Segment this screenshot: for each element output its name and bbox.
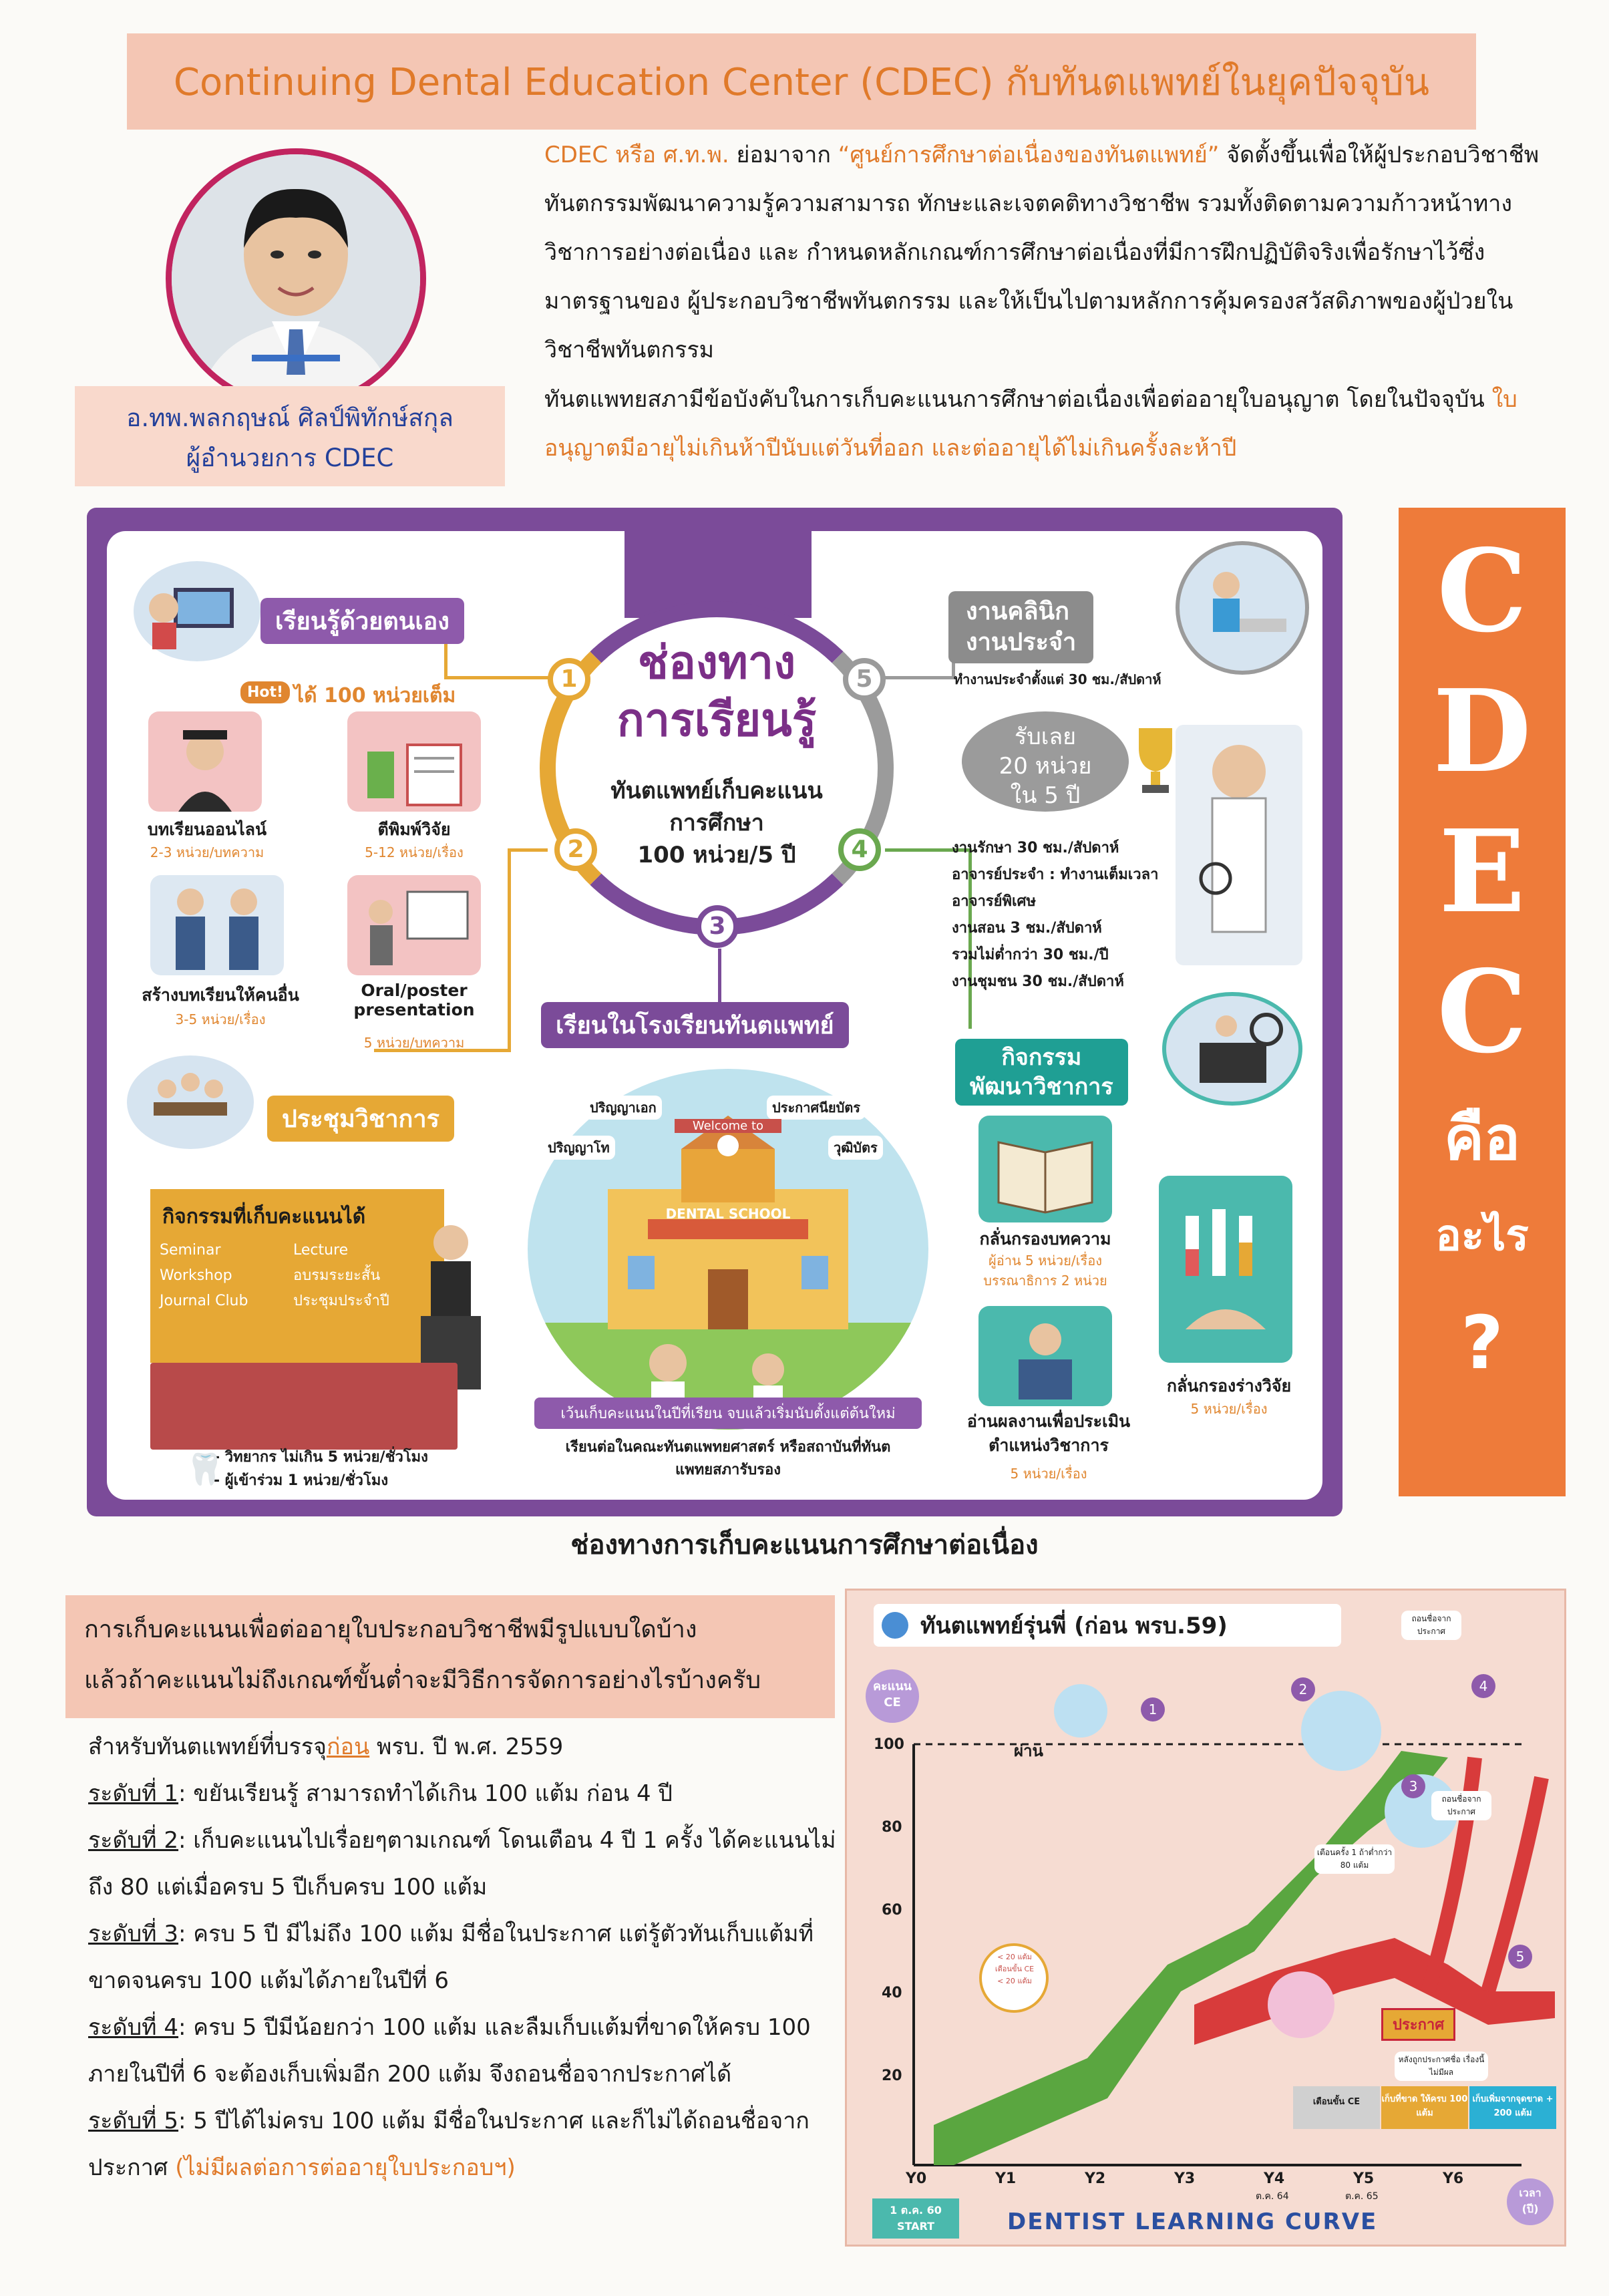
- y-tick: 20: [882, 2068, 902, 2084]
- y-axis-label-1: คะแนน: [873, 1679, 912, 1693]
- time-label-1: เวลา: [1519, 2186, 1542, 2199]
- self-learning-label: เรียนรู้ด้วยตนเอง: [260, 598, 464, 644]
- dentist-clinic-illustration: [1176, 541, 1309, 675]
- clinic-list-item: งานรักษา 30 ชม./สัปดาห์: [952, 840, 1119, 856]
- online-lesson-points: 2-3 หน่วย/บทความ: [150, 844, 264, 860]
- clinic-list-item: งานชุมชน 30 ชม./สัปดาห์: [952, 973, 1124, 990]
- hub-sub-1: ทันตแพทย์เก็บคะแนน: [610, 778, 823, 804]
- curve-footer: DENTIST LEARNING CURVE: [1007, 2208, 1378, 2235]
- online-lesson-title: บทเรียนออนไลน์: [147, 820, 267, 839]
- degree-tag-diploma: วุฒิบัตร: [828, 1136, 883, 1160]
- intro-lead: CDEC หรือ ศ.ท.พ.: [544, 142, 729, 168]
- page-title-box: [127, 33, 1476, 130]
- publish-research-title: ตีพิมพ์วิจัย: [377, 820, 451, 839]
- note-bubble-3: ถอนชื่อจากประกาศ: [1431, 1791, 1491, 1820]
- review-article-tile: [978, 1116, 1112, 1222]
- create-lesson-tile: [150, 875, 284, 975]
- rocket-cloud: [1054, 1684, 1107, 1738]
- graduate-icon: [148, 711, 262, 812]
- flask-book-icon: [347, 711, 481, 812]
- review-proposal-tile: [1159, 1176, 1292, 1363]
- clinic-bubble-3: ใน 5 ปี: [1010, 782, 1081, 809]
- level-item: [88, 2098, 843, 2191]
- channel-number-4: 4: [838, 828, 881, 871]
- balloon-notes: [987, 1951, 1042, 1987]
- meeting-illustration: [127, 1055, 254, 1149]
- meeting-item: Seminar: [160, 1242, 221, 1259]
- levels-intro: [88, 1724, 843, 1770]
- person-illustration: [172, 154, 420, 403]
- cdec-letter: C: [1437, 524, 1528, 658]
- intro-quote: “ศูนย์การศึกษาต่อเนื่องของทันตแพทย์”: [838, 142, 1220, 168]
- meeting-item: Workshop: [160, 1267, 232, 1284]
- activity-label-1: กิจกรรม: [1001, 1044, 1082, 1071]
- meeting-col-2: [284, 1238, 389, 1314]
- presenter-icon: [347, 875, 481, 975]
- review-article-sub-1: ผู้อ่าน 5 หน่วย/เรื่อง: [989, 1253, 1102, 1269]
- activity-label-2: พัฒนาวิชาการ: [970, 1074, 1113, 1100]
- dental-chair-icon: [1180, 545, 1305, 671]
- curve-badge-5: 5: [1508, 1945, 1532, 1969]
- dentist-illustration: [1176, 725, 1302, 965]
- y-tick: 80: [882, 1819, 902, 1836]
- review-article-sub-2: บรรณาธิการ 2 หน่วย: [983, 1273, 1107, 1289]
- channel-number-2: 2: [554, 828, 597, 871]
- online-lesson-tile: [148, 711, 262, 812]
- meeting-activity-box: [150, 1189, 444, 1363]
- connector-2b: [508, 848, 511, 1049]
- levels-intro-a: สำหรับทันตแพทย์ที่บรรจุ: [88, 1734, 327, 1760]
- meeting-item: อบรมระยะสั้น: [293, 1267, 381, 1284]
- school-note: เว้นเก็บคะแนนในปีที่เรียน จบแล้วเริ่มนับตั้งแต่ต้นใหม่: [534, 1398, 922, 1429]
- tooth-icon: 🦷: [186, 1451, 224, 1487]
- meeting-icon: [127, 1055, 254, 1149]
- handshake-icon: [150, 875, 284, 975]
- author-role: ผู้อำนวยการ CDEC: [186, 444, 394, 472]
- academic-review-tile: [978, 1306, 1112, 1406]
- intro-mid: ย่อมาจาก: [729, 142, 838, 168]
- create-lesson-points: 3-5 หน่วย/เรื่อง: [175, 1011, 266, 1027]
- clinic-list-item: อาจารย์ประจำ : ทำงานเต็มเวลา: [952, 866, 1159, 883]
- degree-tag-master: ปริญญาโท: [542, 1136, 615, 1160]
- meeting-note-speaker: - วิทยากร ไม่เกิน 5 หน่วย/ชั่วโมง: [214, 1449, 428, 1466]
- legend-warn: เตือนขั้น CE: [1293, 2086, 1380, 2129]
- levels-intro-before: ก่อน: [326, 1734, 370, 1760]
- intro-p2: ทันตแพทยสภามีข้อบังคับในการเก็บคะแนนการศึกษาต่อเนื่องเพื่อต่ออายุใบอนุญาต โดยในปัจจุบัน: [544, 386, 1492, 413]
- y-tick: 60: [882, 1902, 902, 1919]
- meeting-col-1: [150, 1238, 284, 1314]
- legend-extra: เก็บเพิ่มจากจุดขาด + 200 แต้ม: [1469, 2086, 1556, 2129]
- clinic-list: [952, 835, 1158, 995]
- level-text: : เก็บคะแนนไปเรื่อยๆตามเกณฑ์ โดนเตือน 4 ปี 1 ครั้ง ได้คะแนนไม่ถึง 80 แต่เมื่อครบ 5 ปีเก็บครบ 100 แต้ม: [88, 1827, 836, 1901]
- learning-curve-figure: [845, 1589, 1566, 2247]
- activity-illustration: [1162, 992, 1302, 1106]
- clinic-list-item: รวมไม่ต่ำกว่า 30 ชม./ปี: [952, 947, 1109, 963]
- computer-icon: [134, 561, 260, 661]
- x-sub-4: ต.ค. 64: [1256, 2191, 1289, 2202]
- hub-sub-2: การศึกษา: [669, 810, 764, 836]
- balloon-note: < 20 แต้ม: [997, 1977, 1032, 1985]
- question-line-2: แล้วถ้าคะแนนไม่ถึงเกณฑ์ขั้นต่ำจะมีวิธีการจัดการอย่างไรบ้างครับ: [84, 1667, 761, 1694]
- announce-label: ประกาศ: [1381, 2008, 1455, 2041]
- meeting-item: Lecture: [293, 1242, 349, 1259]
- presentation-title: Oral/poster presentation: [353, 981, 475, 1019]
- note-bubble-4: ถอนชื่อจากประกาศ: [1401, 1611, 1461, 1640]
- meeting-note-attendee: - ผู้เข้าร่วม 1 หน่วย/ชั่วโมง: [214, 1472, 389, 1489]
- reader-icon: [978, 1306, 1112, 1406]
- review-proposal-points: 5 หน่วย/เรื่อง: [1190, 1401, 1268, 1417]
- x-tick: Y5: [1353, 2170, 1375, 2187]
- clinic-label: [948, 591, 1093, 663]
- meeting-item: Journal Club: [160, 1293, 248, 1309]
- curve-title: ทันตแพทย์รุ่นพี่ (ก่อน พรบ.59): [920, 1613, 1228, 1639]
- meeting-item: ประชุมประจำปี: [293, 1293, 389, 1309]
- hub-title-1: ช่องทาง: [637, 637, 796, 689]
- level-key: ระดับที่ 1: [88, 1780, 179, 1807]
- clinic-label-2: งานประจำ: [966, 629, 1077, 656]
- level-5-highlight: (ไม่มีผลต่อการต่ออายุใบประกอบฯ): [175, 2154, 516, 2181]
- clinic-sub: ทำงานประจำตั้งแต่ 30 ชม./สัปดาห์: [954, 671, 1161, 687]
- cloud-pink: [1268, 1971, 1334, 2038]
- level-item: [88, 1817, 843, 1911]
- review-article-points: [948, 1251, 1142, 1291]
- self-learning-illustration: [134, 561, 260, 661]
- curve-badge-4: 4: [1471, 1674, 1495, 1698]
- curve-badge-3: 3: [1401, 1774, 1425, 1798]
- school-note-2: เรียนต่อในคณะทันตแพทยศาสตร์ หรือสถาบันที่ทันตแพทยสภารับรอง: [565, 1439, 891, 1478]
- level-text: : ครบ 5 ปีมีน้อยกว่า 100 แต้ม และลืมเก็บแต้มที่ขาดให้ครบ 100 ภายในปีที่ 6 จะต้องเก็บเพิ่มอีก 200 แต้ม จึงถอนชื่อจากประกาศได้: [88, 2014, 811, 2088]
- presentation-points: 5 หน่วย/บทความ: [363, 1035, 465, 1051]
- cdec-word: คือ: [1443, 1104, 1521, 1174]
- level-text: : ครบ 5 ปี มีไม่ถึง 100 แต้ม มีชื่อในประกาศ แต่รู้ตัวทันเก็บแต้มที่ขาดจนครบ 100 แต้มได้ภายในปีที่ 6: [88, 1921, 814, 1994]
- test-tubes-icon: [1159, 1176, 1292, 1363]
- clinic-bubble-2: 20 หน่วย: [999, 753, 1092, 780]
- connector-3: [718, 949, 721, 1002]
- cdec-what-panel: [1399, 508, 1566, 1496]
- cdec-letter: D: [1433, 665, 1532, 798]
- author-caption: [75, 386, 505, 486]
- level-key: ระดับที่ 5: [88, 2108, 179, 2134]
- curve-badge-2: 2: [1291, 1677, 1315, 1701]
- author-name: อ.ทพ.พลกฤษณ์ ศิลป์พิทักษ์สกุล: [126, 403, 454, 432]
- cdec-letter: C: [1437, 945, 1528, 1079]
- clinic-list-item: อาจารย์พิเศษ: [952, 893, 1037, 910]
- dentist-icon: [1176, 725, 1302, 965]
- welcome-sign: Welcome to: [675, 1119, 781, 1133]
- intro-p2-highlight: ใบอนุญาตมีอายุไม่เกินห้าปีนับแต่วันที่ออก และต่ออายุได้ไม่เกินครั้งละห้าปี: [544, 386, 1517, 462]
- hub-sub-3: 100 หน่วย/5 ปี: [637, 842, 796, 868]
- hub-title: [540, 635, 894, 750]
- channel-number-1: 1: [548, 658, 590, 701]
- question-box: [65, 1595, 835, 1718]
- x-tick: Y4: [1264, 2170, 1285, 2187]
- x-tick: Y0: [906, 2170, 927, 2187]
- degree-tag-phd: ปริญญาเอก: [584, 1096, 662, 1120]
- school-label: เรียนในโรงเรียนทันตแพทย์: [541, 1002, 849, 1048]
- start-label: START: [896, 2220, 935, 2233]
- trophy-icon: [1132, 721, 1179, 795]
- y-axis-label-2: CE: [884, 1695, 901, 1709]
- balloon-note: เตือนขั้น CE: [995, 1965, 1035, 1973]
- clinic-bubble: [962, 711, 1129, 812]
- level-key: ระดับที่ 4: [88, 2014, 179, 2041]
- cdec-word-2: อะไร: [1435, 1211, 1529, 1261]
- question-line-1: การเก็บคะแนนเพื่อต่ออายุใบประกอบวิชาชีพมีรูปแบบใดบ้าง: [84, 1616, 697, 1643]
- x-tick: Y2: [1085, 2170, 1106, 2187]
- review-article-title: กลั่นกรองบทความ: [979, 1229, 1111, 1249]
- x-tick: Y6: [1443, 2170, 1464, 2187]
- create-lesson-title: สร้างบทเรียนให้คนอื่น: [142, 985, 299, 1005]
- author-photo: [166, 148, 426, 409]
- open-book-icon: [978, 1116, 1112, 1222]
- time-label-2: (ปี): [1522, 2202, 1539, 2215]
- cdec-letter: E: [1439, 805, 1526, 939]
- hub-title-2: การเรียนรู้: [616, 694, 817, 747]
- start-badge: [872, 2198, 959, 2239]
- start-date: 1 ต.ค. 60: [890, 2204, 942, 2217]
- academic-review-points: 5 หน่วย/เรื่อง: [1010, 1466, 1087, 1482]
- y-tick: 40: [882, 1985, 902, 2001]
- levels-text: [88, 1724, 843, 2191]
- review-proposal-title: กลั่นกรองร่างวิจัย: [1166, 1376, 1292, 1396]
- balloon-note: < 20 แต้ม: [997, 1953, 1032, 1961]
- level-key: ระดับที่ 2: [88, 1827, 179, 1854]
- hot-text: ได้ 100 หน่วยเต็ม: [294, 684, 456, 707]
- curve-badge-1: 1: [1141, 1697, 1165, 1721]
- x-sub-5: ต.ค. 65: [1345, 2191, 1379, 2202]
- level-item: [88, 2004, 843, 2098]
- publish-research-tile: [347, 711, 481, 812]
- audience-illustration: [150, 1363, 458, 1450]
- dental-school-sign: DENTAL SCHOOL: [665, 1206, 791, 1222]
- level-item: [88, 1911, 843, 2004]
- meeting-label: ประชุมวิชาการ: [267, 1096, 454, 1142]
- level-key: ระดับที่ 3: [88, 1921, 179, 1947]
- levels-intro-c: พรบ. ปี พ.ศ. 2559: [369, 1734, 564, 1760]
- curve-plot: [847, 1591, 1564, 2245]
- meeting-box-title: กิจกรรมที่เก็บคะแนนได้: [162, 1205, 366, 1228]
- cdec-question-mark: ?: [1461, 1300, 1503, 1385]
- intro-paragraph-2: [544, 375, 1560, 473]
- clinic-bubble-1: รับเลย: [1014, 723, 1077, 750]
- note-warn: เตือนครั้ง 1 ถ้าต่ำกว่า 80 แต้ม: [1314, 1844, 1395, 1874]
- time-badge: [1507, 2178, 1554, 2225]
- channel-number-3: 3: [696, 905, 739, 948]
- intro-paragraph-1: [544, 131, 1560, 375]
- academic-review-title: อ่านผลงานเพื่อประเมินตำแหน่งวิชาการ: [966, 1412, 1131, 1455]
- level-item: [88, 1770, 843, 1817]
- activity-label: [955, 1039, 1128, 1106]
- hot-badge: Hot!: [240, 681, 290, 703]
- x-tick: Y1: [995, 2170, 1017, 2187]
- connector-1: [444, 676, 551, 679]
- presentation-tile: [347, 875, 481, 975]
- trophy-cloud: [1301, 1691, 1381, 1771]
- level-text: : ขยันเรียนรู้ สามารถทำได้เกิน 100 แต้ม ก่อน 4 ปี: [178, 1780, 673, 1807]
- legend-collect: เก็บที่ขาด ให้ครบ 100 แต้ม: [1381, 2086, 1468, 2129]
- page-title: Continuing Dental Education Center (CDEC) กับทันตแพทย์ในยุคปัจจุบัน: [173, 60, 1430, 104]
- intro-text: [544, 131, 1560, 375]
- publish-research-points: 5-12 หน่วย/เรื่อง: [365, 844, 464, 860]
- degree-tag-certificate: ประกาศนียบัตร: [767, 1096, 866, 1120]
- infographic-caption: ช่องทางการเก็บคะแนนการศึกษาต่อเนื่อง: [570, 1530, 1039, 1561]
- intro-rest: จัดตั้งขึ้นเพื่อให้ผู้ประกอบวิชาชีพ ทันตกรรมพัฒนาความรู้ความสามารถ ทักษะและเจตคติทางวิชาชีพ รวมทั้งติดตามความก้าวหน้าทางวิชาการอย่างต่อเนื่อง และ กำหนดหลักเกณฑ์การศึกษาต่อเนื่องที่มีการฝึกปฏิบัติจริงเพื่อรักษาไว้ซึ่งมาตรฐานของ ผู้ประกอบวิชาชีพทันตกรรม และให้เป็นไปตามหลักการคุ้มครองสวัสดิภาพของผู้ป่วยในวิชาชีพทันตกรรม: [544, 142, 1540, 363]
- clinic-list-item: งานสอน 3 ชม./สัปดาห์: [952, 920, 1102, 937]
- laptop-study-icon: [1166, 996, 1298, 1102]
- pass-label: ผ่าน: [1014, 1742, 1043, 1760]
- level-text: : 5 ปีได้ไม่ครบ 100 แต้ม มีชื่อในประกาศ และก็ไม่ได้ถอนชื่อจากประกาศ: [88, 2108, 810, 2181]
- channel-number-5: 5: [843, 658, 886, 701]
- y-tick: 100: [874, 1736, 904, 1753]
- meeting-activity-list: [150, 1238, 444, 1314]
- connector-1b: [444, 641, 448, 678]
- note-after: หลังถูกประกาศชื่อ เรื่องนี้ไม่มีผล: [1395, 2052, 1488, 2081]
- x-tick: Y3: [1174, 2170, 1196, 2187]
- clinic-label-1: งานคลินิก: [966, 598, 1069, 625]
